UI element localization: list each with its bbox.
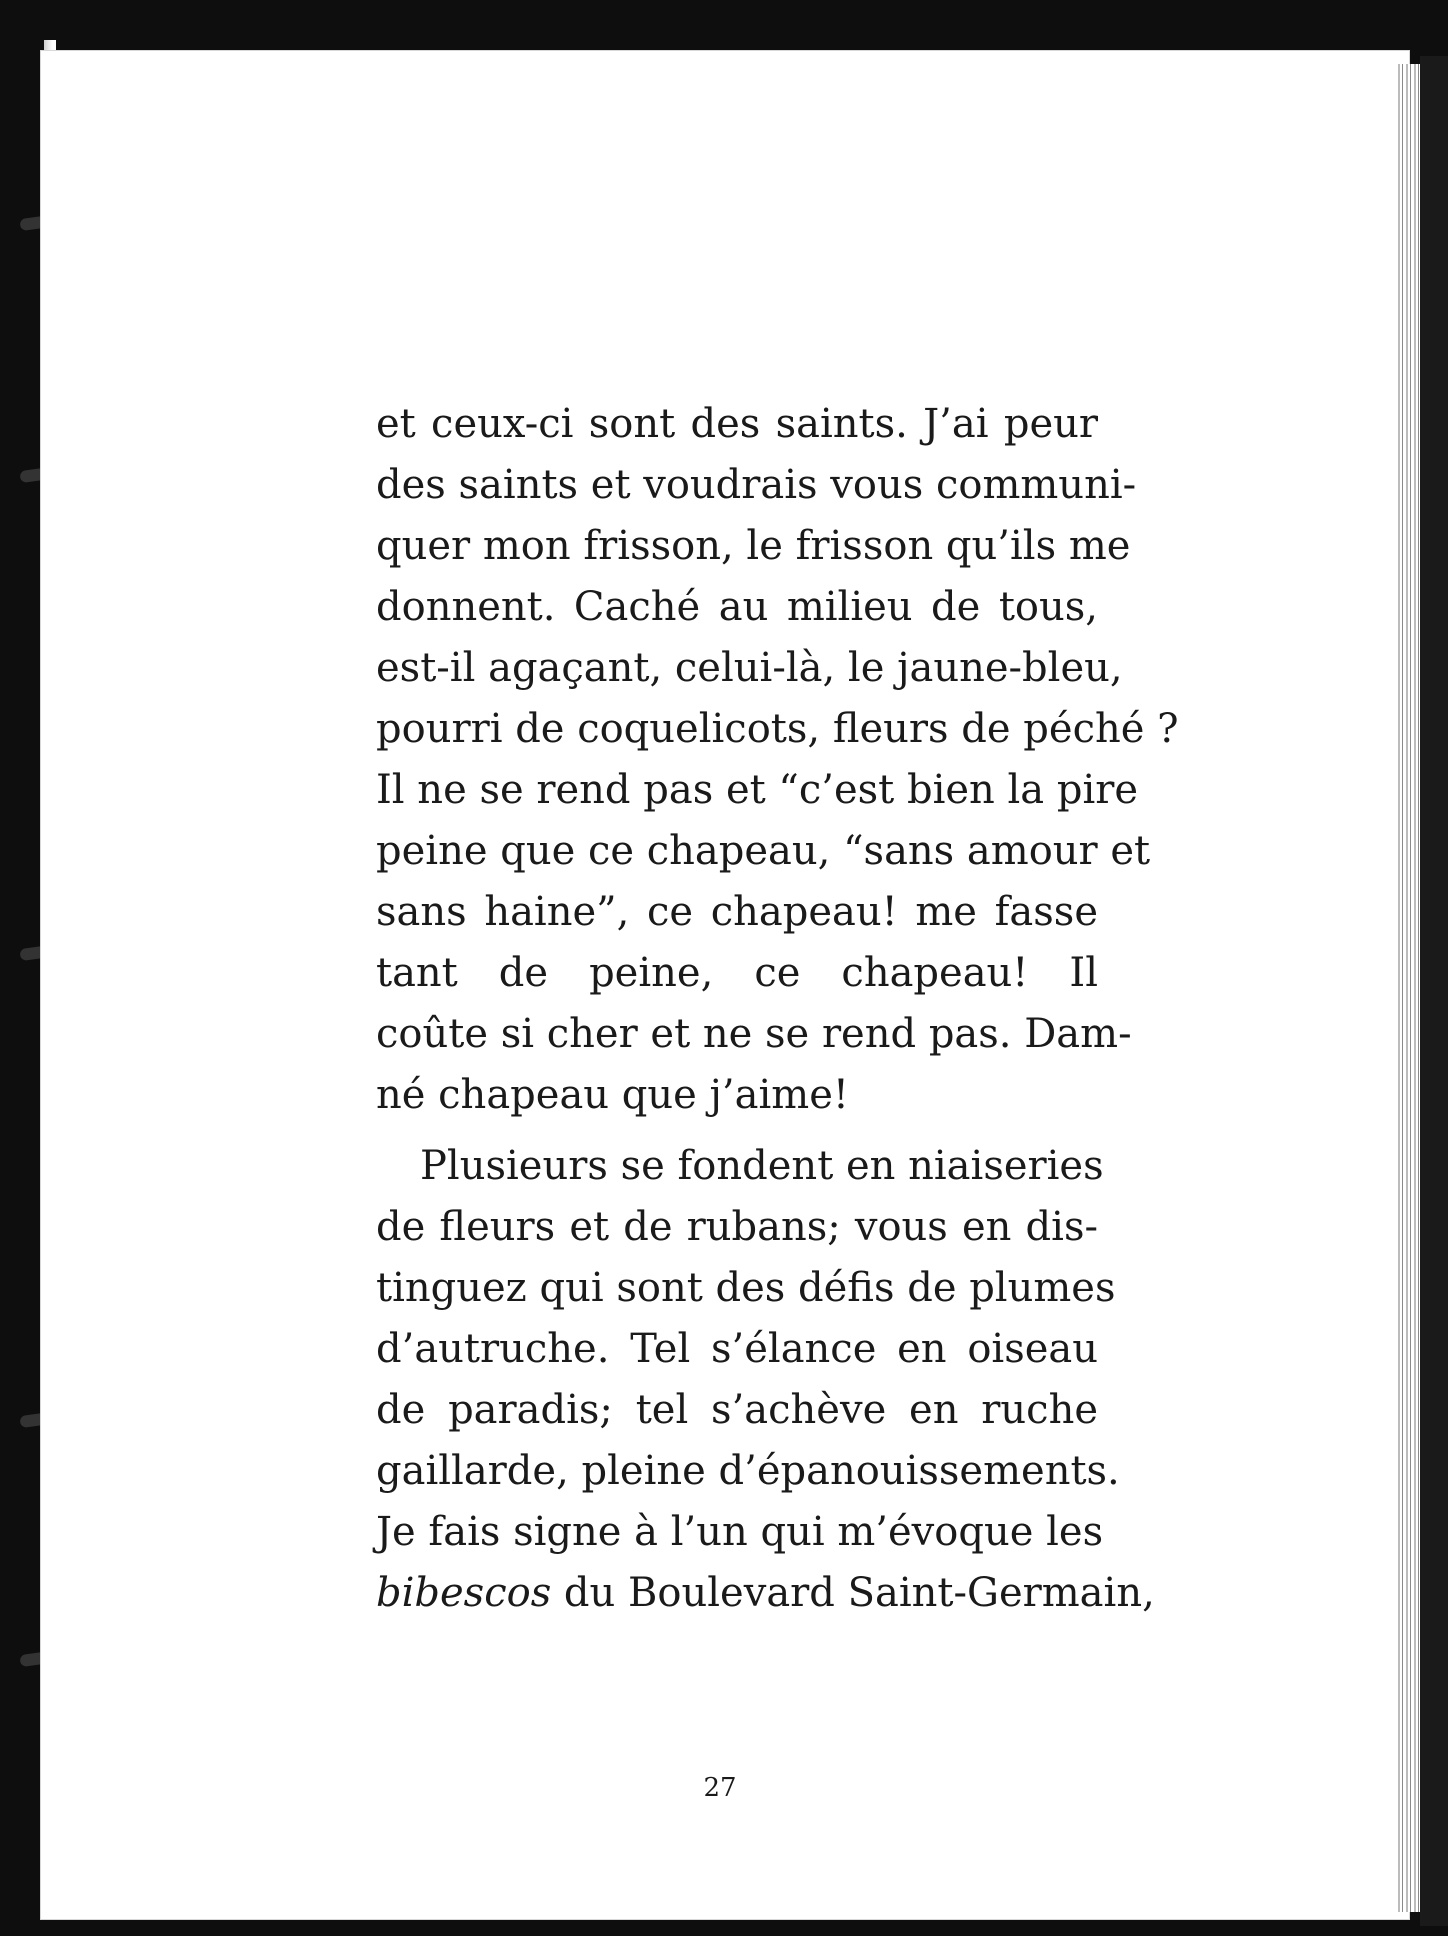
page-number: 27	[703, 1773, 737, 1803]
text-line: Il ne se rend pas et “c’est bien la pire	[376, 767, 1139, 813]
text-line: tinguez qui sont des défis de plumes	[376, 1265, 1116, 1311]
text-line-rest: du Boulevard Saint-Germain,	[551, 1570, 1155, 1616]
text-line: est-il agaçant, celui-là, le jaune-bleu,	[376, 645, 1123, 691]
text-line: et ceux-ci sont des saints. J’ai peur	[376, 401, 1098, 447]
text-line: peine que ce chapeau, “sans amour et	[376, 828, 1151, 874]
page-fore-edge	[1398, 64, 1420, 1912]
text-line: des saints et voudrais vous communi-	[376, 462, 1137, 508]
text-line: coûte si cher et ne se rend pas. Dam-	[376, 1011, 1132, 1057]
text-line: de paradis; tel s’achève en ruche	[376, 1387, 1098, 1433]
text-line: Je fais signe à l’un qui m’évoque les	[376, 1509, 1104, 1555]
body-text	[376, 394, 1179, 1624]
text-line: donnent. Caché au milieu de tous,	[376, 584, 1098, 630]
text-line: gaillarde, pleine d’épanouissements.	[376, 1448, 1120, 1494]
text-line: pourri de coquelicots, fleurs de péché ?	[376, 706, 1179, 752]
text-line: quer mon frisson, le frisson qu’ils me	[376, 523, 1131, 569]
text-line	[376, 1563, 1155, 1624]
italic-word: bibescos	[376, 1570, 552, 1616]
text-line: tant de peine, ce chapeau! Il	[376, 950, 1098, 996]
text-line: né chapeau que j’aime!	[376, 1072, 849, 1118]
text-line: Plusieurs se fondent en niaiseries	[420, 1143, 1104, 1189]
book-cover-edge	[1420, 56, 1448, 1926]
text-line: d’autruche. Tel s’élance en oiseau	[376, 1326, 1098, 1372]
text-line: sans haine”, ce chapeau! me fasse	[376, 889, 1098, 935]
text-line: de fleurs et de rubans; vous en dis-	[376, 1204, 1098, 1250]
